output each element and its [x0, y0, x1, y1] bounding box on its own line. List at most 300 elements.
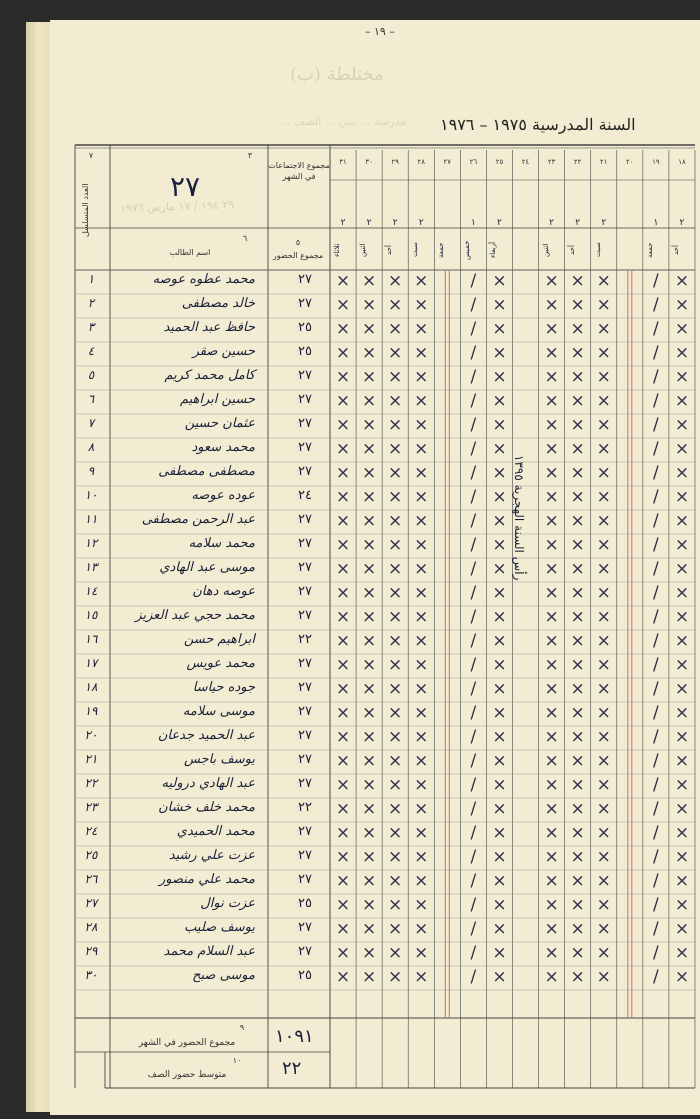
- attendance-mark: ×: [544, 847, 559, 867]
- attendance-mark: ×: [674, 943, 690, 963]
- attendance-mark: ×: [492, 583, 507, 603]
- day-name: خميس: [463, 240, 472, 260]
- student-name: ابراهيم حسن: [183, 632, 255, 647]
- attendance-mark: ×: [335, 655, 351, 675]
- serial-number: ٢٨: [84, 920, 98, 934]
- attendance-mark: ×: [674, 295, 690, 315]
- attendance-mark: ×: [414, 679, 429, 699]
- attendance-mark: ×: [674, 895, 690, 915]
- attendance-mark: ×: [492, 655, 507, 675]
- attendance-mark: ×: [335, 295, 351, 315]
- serial-number: ٧: [87, 416, 95, 430]
- day-name: أحد: [671, 245, 680, 255]
- attendance-mark: ×: [492, 679, 507, 699]
- serial-number: ٢٦: [84, 872, 98, 886]
- attendance-mark: ×: [361, 943, 377, 963]
- attendance-mark: /: [653, 439, 659, 459]
- attendance-mark: ×: [674, 559, 690, 579]
- attendance-mark: ×: [361, 295, 377, 315]
- attendance-mark: ×: [674, 631, 690, 651]
- attendance-mark: ×: [596, 847, 611, 867]
- day-name: سبت: [593, 242, 602, 258]
- attendance-mark: ×: [544, 511, 559, 531]
- attendance-mark: ×: [388, 799, 403, 819]
- attendance-mark: ×: [388, 559, 403, 579]
- day-number: ٢٠: [626, 158, 634, 166]
- attendance-mark: ×: [596, 607, 611, 627]
- day-mark: ٢: [340, 218, 346, 228]
- attendance-count: ٢٥: [298, 320, 312, 335]
- attendance-mark: ×: [596, 727, 611, 747]
- attendance-mark: /: [470, 823, 477, 843]
- attendance-mark: ×: [388, 631, 403, 651]
- attendance-mark: ×: [414, 607, 429, 627]
- serial-number: ٨: [87, 440, 95, 454]
- attendance-mark: ×: [414, 583, 429, 603]
- attendance-mark: ×: [335, 319, 351, 339]
- attendance-mark: ×: [570, 391, 585, 411]
- serial-number: ٢٤: [84, 824, 98, 838]
- attendance-mark: /: [653, 727, 659, 747]
- attendance-mark: ×: [544, 703, 559, 723]
- attendance-mark: ×: [674, 415, 690, 435]
- attendance-mark: ×: [674, 727, 690, 747]
- day-name: ثلاثاء: [333, 243, 342, 257]
- student-name: حسين ابراهيم: [179, 392, 255, 407]
- attendance-mark: ×: [596, 343, 611, 363]
- attendance-mark: ×: [544, 871, 559, 891]
- attendance-mark: ×: [544, 943, 559, 963]
- student-name: خالد مصطفى: [181, 296, 255, 311]
- attendance-count: ٢٧: [298, 704, 312, 719]
- attendance-mark: ×: [492, 775, 507, 795]
- attendance-mark: ×: [570, 511, 585, 531]
- attendance-mark: ×: [335, 631, 351, 651]
- attendance-mark: ×: [596, 535, 611, 555]
- footer-total-label: مجموع الحضور في الشهر: [138, 1038, 236, 1048]
- attendance-mark: ×: [674, 655, 690, 675]
- attendance-mark: ×: [361, 751, 377, 771]
- attendance-mark: ×: [414, 943, 429, 963]
- serial-number: ١٦: [84, 632, 98, 646]
- attendance-mark: ×: [544, 679, 559, 699]
- attendance-mark: ×: [492, 439, 507, 459]
- attendance-mark: ×: [544, 487, 559, 507]
- student-name: محمد حجي عبد العزيز: [135, 608, 255, 623]
- attendance-mark: ×: [361, 391, 377, 411]
- day-mark: ١: [470, 218, 476, 228]
- attendance-mark: ×: [570, 871, 585, 891]
- attendance-mark: /: [470, 871, 477, 891]
- attendance-mark: ×: [414, 919, 429, 939]
- attendance-mark: ×: [674, 271, 690, 291]
- attendance-mark: ×: [388, 823, 403, 843]
- attendance-mark: ×: [335, 895, 351, 915]
- day-mark: ٢: [601, 218, 607, 228]
- attendance-mark: ×: [361, 775, 377, 795]
- attendance-mark: /: [653, 679, 659, 699]
- attendance-mark: ×: [361, 271, 377, 291]
- attendance-mark: ×: [570, 439, 585, 459]
- attendance-mark: ×: [414, 967, 429, 987]
- serial-number: ٢٧: [84, 896, 98, 910]
- attendance-mark: ×: [492, 319, 507, 339]
- attendance-mark: ×: [492, 367, 507, 387]
- attendance-mark: ×: [674, 967, 690, 987]
- serial-number: ٢٩: [84, 944, 98, 958]
- attendance-mark: ×: [414, 727, 429, 747]
- attendance-mark: /: [470, 751, 477, 771]
- attendance-mark: /: [470, 295, 477, 315]
- attendance-mark: ×: [361, 799, 377, 819]
- attendance-mark: ×: [544, 439, 559, 459]
- serial-number: ٢٥: [84, 848, 98, 862]
- attendance-mark: ×: [492, 847, 507, 867]
- student-name: عبد الهادي دروليه: [161, 776, 255, 791]
- attendance-mark: ×: [335, 703, 351, 723]
- serial-number: ٢١: [84, 752, 98, 766]
- attendance-mark: ×: [492, 727, 507, 747]
- serial-number: ٢٢: [84, 776, 98, 790]
- student-name: عوصه دهان: [192, 584, 255, 599]
- attendance-mark: /: [470, 727, 477, 747]
- attendance-mark: ×: [570, 535, 585, 555]
- serial-number: ٢: [87, 296, 95, 310]
- attendance-count: ٢٧: [298, 416, 312, 431]
- attendance-mark: ×: [388, 487, 403, 507]
- attendance-mark: ×: [570, 607, 585, 627]
- attendance-mark: ×: [674, 871, 690, 891]
- student-name: محمد الحميدي: [176, 824, 255, 839]
- attendance-mark: ×: [492, 799, 507, 819]
- attendance-mark: ×: [674, 799, 690, 819]
- attendance-mark: /: [470, 775, 477, 795]
- attendance-mark: ×: [544, 607, 559, 627]
- student-name: يوسف باجس: [183, 752, 255, 767]
- attendance-mark: ×: [361, 343, 377, 363]
- attendance-mark: ×: [674, 535, 690, 555]
- attendance-mark: ×: [414, 631, 429, 651]
- attendance-count: ٢٢: [298, 632, 312, 647]
- attendance-mark: ×: [414, 751, 429, 771]
- attendance-mark: /: [653, 343, 659, 363]
- day-name: أربعاء: [489, 241, 498, 259]
- attendance-mark: ×: [361, 487, 377, 507]
- attendance-mark: ×: [544, 343, 559, 363]
- attendance-count: ٢٧: [298, 368, 312, 383]
- attendance-mark: ×: [674, 703, 690, 723]
- day-mark: ٢: [497, 218, 502, 228]
- attendance-mark: ×: [388, 751, 403, 771]
- attendance-mark: /: [653, 847, 659, 867]
- student-name: عثمان حسين: [184, 416, 255, 431]
- attendance-mark: ×: [388, 847, 403, 867]
- attendance-mark: ×: [361, 871, 377, 891]
- attendance-mark: ×: [335, 415, 351, 435]
- attendance-count: ٢٧: [298, 848, 312, 863]
- attendance-mark: ×: [414, 535, 429, 555]
- attendance-mark: ×: [596, 799, 611, 819]
- attendance-mark: /: [470, 367, 477, 387]
- footer-avg-label: متوسط حضور الصف: [147, 1070, 227, 1080]
- attendance-mark: ×: [388, 439, 403, 459]
- attendance-mark: ×: [361, 679, 377, 699]
- attendance-mark: /: [653, 703, 659, 723]
- attendance-mark: ×: [335, 535, 351, 555]
- attendance-mark: ×: [596, 967, 611, 987]
- student-name: يوسف صليب: [184, 920, 255, 935]
- attendance-mark: /: [470, 967, 477, 987]
- attendance-mark: ×: [674, 847, 690, 867]
- attendance-mark: ×: [414, 391, 429, 411]
- attendance-mark: ×: [570, 463, 585, 483]
- day-name: اثنين: [359, 243, 368, 257]
- attendance-mark: ×: [388, 295, 403, 315]
- attendance-mark: ×: [570, 967, 585, 987]
- attendance-mark: ×: [492, 895, 507, 915]
- attendance-mark: /: [470, 919, 477, 939]
- attendance-mark: ×: [674, 919, 690, 939]
- attendance-count: ٢٧: [298, 920, 312, 935]
- serial-number: ١٩: [84, 704, 98, 718]
- attendance-count: ٢٧: [298, 392, 312, 407]
- attendance-mark: ×: [544, 295, 559, 315]
- attendance-mark: ×: [335, 463, 351, 483]
- serial-number: ١١: [84, 512, 98, 526]
- student-name: محمد سعود: [191, 440, 255, 455]
- attendance-mark: ×: [544, 583, 559, 603]
- attendance-mark: /: [653, 319, 659, 339]
- attendance-mark: ×: [544, 775, 559, 795]
- attendance-mark: ×: [596, 631, 611, 651]
- footer-avg-num: ١٠: [232, 1056, 242, 1065]
- attendance-mark: ×: [388, 319, 403, 339]
- attendance-mark: ×: [596, 583, 611, 603]
- faded-title: مختلطة (ب): [290, 64, 384, 85]
- attendance-mark: ×: [544, 559, 559, 579]
- attendance-mark: ×: [492, 391, 507, 411]
- attendance-mark: ×: [544, 631, 559, 651]
- attendance-mark: ×: [335, 343, 351, 363]
- attendance-mark: ×: [414, 367, 429, 387]
- attendance-mark: /: [470, 631, 477, 651]
- attendance-count: ٢٧: [298, 656, 312, 671]
- attendance-mark: ×: [544, 751, 559, 771]
- school-year: السنة المدرسية ١٩٧٥ – ١٩٧٦: [440, 115, 636, 134]
- attendance-mark: ×: [492, 343, 507, 363]
- attendance-mark: ×: [335, 367, 351, 387]
- attendance-count: ٢٧: [298, 728, 312, 743]
- attendance-mark: ×: [388, 775, 403, 795]
- serial-number: ١٤: [84, 584, 98, 598]
- attendance-mark: ×: [544, 727, 559, 747]
- attendance-count: ٢٧: [298, 584, 312, 599]
- day-name: جمعة: [437, 242, 446, 258]
- day-number: ٣٠: [365, 158, 373, 166]
- attendance-mark: ×: [335, 583, 351, 603]
- attendance-mark: ×: [596, 439, 611, 459]
- attendance-mark: /: [653, 367, 659, 387]
- attendance-mark: ×: [596, 919, 611, 939]
- attendance-count: ٢٧: [298, 776, 312, 791]
- attendance-mark: ×: [335, 391, 351, 411]
- attendance-mark: ×: [388, 511, 403, 531]
- attendance-count: ٢٧: [298, 296, 312, 311]
- attendance-mark: ×: [674, 343, 690, 363]
- attendance-mark: ×: [361, 415, 377, 435]
- attendance-mark: /: [653, 895, 659, 915]
- student-name: عوده عوصه: [191, 488, 255, 503]
- attendance-mark: ×: [596, 367, 611, 387]
- attendance-mark: ×: [388, 391, 403, 411]
- attendance-mark: ×: [544, 967, 559, 987]
- attendance-mark: ×: [544, 391, 559, 411]
- attendance-mark: ×: [388, 607, 403, 627]
- serial-num-label: ٧: [88, 151, 94, 160]
- attendance-mark: ×: [570, 655, 585, 675]
- attendance-mark: ×: [361, 823, 377, 843]
- day-mark: ٢: [575, 218, 581, 228]
- attendance-mark: /: [470, 319, 477, 339]
- day-number: ١٩: [652, 158, 660, 166]
- attendance-count: ٢٥: [298, 344, 312, 359]
- attendance-mark: ×: [544, 895, 559, 915]
- attendance-mark: /: [470, 679, 477, 699]
- attendance-mark: ×: [674, 679, 690, 699]
- attendance-mark: ×: [335, 607, 351, 627]
- attendance-mark: ×: [414, 847, 429, 867]
- attendance-mark: /: [470, 415, 477, 435]
- serial-number: ١٣: [84, 560, 98, 574]
- attendance-mark: ×: [674, 367, 690, 387]
- day-number: ٢٦: [469, 158, 478, 166]
- attendance-count: ٢٧: [298, 440, 312, 455]
- attendance-mark: ×: [361, 583, 377, 603]
- footer-avg-value: ٢٢: [282, 1058, 302, 1079]
- attendance-mark: /: [653, 655, 659, 675]
- footer-total-value: ١٠٩١: [275, 1026, 314, 1047]
- attendance-mark: ×: [492, 631, 507, 651]
- attendance-mark: ×: [492, 919, 507, 939]
- attendance-mark: ×: [674, 775, 690, 795]
- attendance-mark: ×: [492, 535, 507, 555]
- attendance-mark: ×: [335, 271, 351, 291]
- day-number: ٢٧: [443, 158, 452, 166]
- attendance-count: ٢٢: [298, 800, 312, 815]
- attendance-mark: ×: [414, 343, 429, 363]
- day-mark: ٢: [366, 218, 372, 228]
- attendance-mark: ×: [388, 367, 403, 387]
- attendance-mark: ×: [388, 415, 403, 435]
- attendance-mark: ×: [361, 367, 377, 387]
- attendance-mark: ×: [570, 847, 585, 867]
- attendance-mark: ×: [492, 823, 507, 843]
- student-name: موسى سلامه: [182, 704, 255, 719]
- attendance-mark: ×: [596, 319, 611, 339]
- attendance-mark: ×: [596, 751, 611, 771]
- attendance-mark: ×: [570, 631, 585, 651]
- attendance-mark: ×: [492, 943, 507, 963]
- attendance-mark: ×: [596, 415, 611, 435]
- faded-line: مدرسة ... بنين ... الصف ...: [280, 115, 407, 128]
- attendance-mark: ×: [414, 295, 429, 315]
- attendance-mark: ×: [674, 511, 690, 531]
- attendance-mark: ×: [335, 439, 351, 459]
- attendance-mark: ×: [492, 703, 507, 723]
- attendance-mark: ×: [570, 775, 585, 795]
- attendance-mark: ×: [335, 823, 351, 843]
- attendance-mark: ×: [492, 487, 507, 507]
- attendance-mark: /: [653, 919, 659, 939]
- serial-number: ٤: [87, 344, 95, 358]
- attendance-mark: /: [653, 607, 659, 627]
- attendance-mark: ×: [492, 559, 507, 579]
- total-col-num: ٣: [247, 151, 253, 160]
- day-number: ٢٣: [547, 158, 556, 166]
- attendance-mark: ×: [388, 703, 403, 723]
- attendance-mark: ×: [674, 391, 690, 411]
- day-name: اثنين: [541, 243, 550, 257]
- attendance-mark: ×: [388, 655, 403, 675]
- attendance-mark: ×: [361, 535, 377, 555]
- attendance-mark: ×: [570, 343, 585, 363]
- holiday-note: رأس السنة الهجرية ١٣٩٥: [512, 455, 526, 581]
- attendance-mark: ×: [388, 583, 403, 603]
- attendance-count: ٢٥: [298, 968, 312, 983]
- attendance-count: ٢٧: [298, 824, 312, 839]
- attendance-mark: ×: [492, 607, 507, 627]
- day-name: سبت: [411, 242, 420, 258]
- attendance-mark: /: [470, 703, 477, 723]
- serial-number: ٥: [87, 368, 95, 382]
- attendance-mark: /: [653, 751, 659, 771]
- day-number: ٢٩: [391, 158, 399, 166]
- attendance-mark: ×: [674, 751, 690, 771]
- attendance-mark: ×: [570, 703, 585, 723]
- attendance-mark: ×: [492, 415, 507, 435]
- student-name: حافظ عبد الحميد: [163, 320, 255, 335]
- day-mark: ٢: [549, 218, 555, 228]
- attendance-count: ٢٧: [298, 464, 312, 479]
- attendance-mark: ×: [361, 727, 377, 747]
- attendance-mark: ×: [361, 655, 377, 675]
- attendance-mark: ×: [596, 463, 611, 483]
- student-name: موسى صبح: [192, 968, 255, 983]
- day-number: ٢٥: [495, 158, 504, 166]
- attendance-mark: ×: [335, 751, 351, 771]
- attendance-mark: /: [653, 559, 659, 579]
- attendance-count: ٢٧: [298, 872, 312, 887]
- student-name-header: اسم الطالب: [169, 248, 211, 257]
- attendance-mark: ×: [414, 655, 429, 675]
- attendance-mark: /: [653, 415, 659, 435]
- attendance-mark: ×: [335, 871, 351, 891]
- day-number: ٢١: [599, 158, 608, 166]
- attendance-total-header: مجموع الحضور: [272, 251, 324, 260]
- attendance-mark: ×: [361, 511, 377, 531]
- attendance-mark: ×: [674, 487, 690, 507]
- serial-number: ٢٠: [84, 728, 98, 742]
- attendance-mark: ×: [544, 919, 559, 939]
- attendance-mark: ×: [414, 487, 429, 507]
- student-name: عزت علي رشيد: [168, 848, 255, 863]
- attendance-mark: ×: [388, 271, 403, 291]
- attendance-mark: /: [470, 535, 477, 555]
- student-name: جوده حياسا: [192, 680, 255, 695]
- attendance-mark: ×: [414, 799, 429, 819]
- attendance-mark: ×: [388, 871, 403, 891]
- attendance-mark: /: [470, 391, 477, 411]
